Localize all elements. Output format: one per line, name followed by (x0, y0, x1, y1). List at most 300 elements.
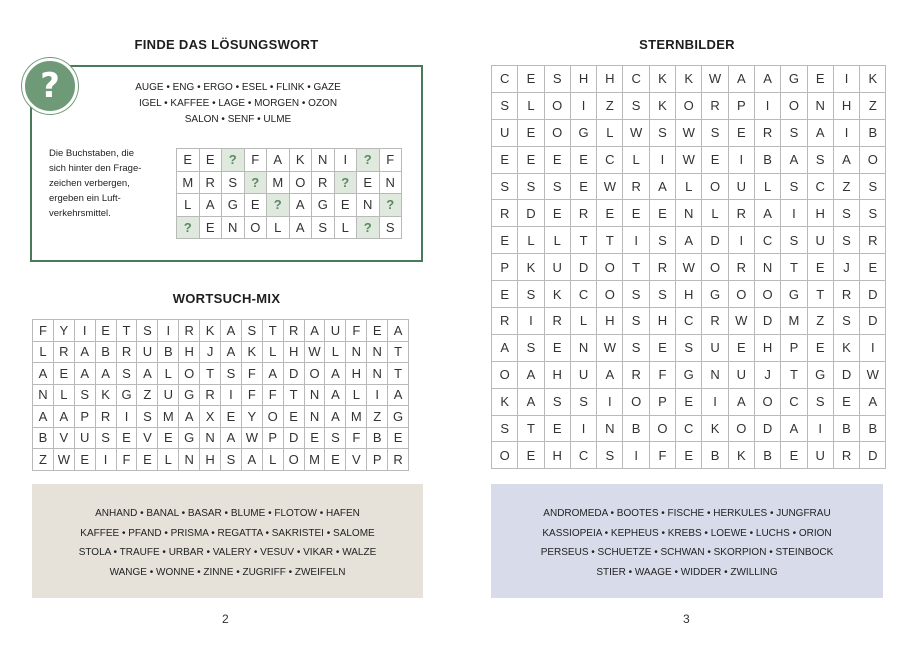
wortsuch-title: WORTSUCH-MIX (172, 291, 281, 306)
grid-cell: M (781, 308, 807, 335)
grid-cell: B (860, 415, 886, 442)
grid-row (33, 384, 409, 406)
grid-cell: B (754, 442, 780, 469)
grid-cell: P (262, 427, 283, 449)
grid-cell: E (199, 149, 222, 172)
grid-cell: K (860, 66, 886, 93)
grid-cell: S (623, 281, 649, 308)
loesungswort-word-list (118, 80, 358, 128)
grid-row (492, 92, 886, 119)
grid-cell: R (116, 341, 137, 363)
grid-cell: A (267, 149, 290, 172)
grid-row (492, 254, 886, 281)
grid-row (492, 308, 886, 335)
grid-cell: X (200, 406, 221, 428)
grid-cell: S (221, 449, 242, 471)
grid-cell: G (388, 406, 409, 428)
grid-cell: K (676, 66, 702, 93)
grid-cell: A (74, 363, 95, 385)
sternbilder-title: STERNBILDER (639, 37, 735, 52)
grid-cell: S (597, 442, 623, 469)
grid-cell: D (860, 442, 886, 469)
grid-cell: S (492, 173, 518, 200)
grid-cell: O (781, 92, 807, 119)
instruction-line: ergeben ein Luft- (49, 193, 121, 204)
loesungswort-title: FINDE DAS LÖSUNGSWORT (134, 37, 319, 52)
grid-cell: S (492, 92, 518, 119)
grid-cell: N (676, 200, 702, 227)
grid-cell: A (676, 227, 702, 254)
loesungswort-grid (176, 148, 402, 239)
grid-cell: E (570, 146, 596, 173)
grid-cell: ? (357, 149, 380, 172)
word-list-line: SALON • SENF • ULME (184, 114, 292, 125)
grid-cell: C (492, 66, 518, 93)
grid-cell: A (781, 415, 807, 442)
grid-cell: E (597, 200, 623, 227)
grid-cell: E (492, 281, 518, 308)
grid-cell: W (241, 427, 262, 449)
grid-row (492, 66, 886, 93)
grid-cell: E (244, 194, 267, 217)
grid-cell: S (74, 384, 95, 406)
grid-cell: A (388, 320, 409, 342)
grid-cell: A (221, 427, 242, 449)
grid-cell: P (492, 254, 518, 281)
grid-cell: L (262, 341, 283, 363)
grid-cell: R (179, 320, 200, 342)
grid-cell: L (518, 227, 544, 254)
grid-cell: S (649, 119, 675, 146)
grid-cell: S (241, 320, 262, 342)
grid-cell: A (754, 200, 780, 227)
grid-cell: S (649, 227, 675, 254)
grid-cell: M (158, 406, 179, 428)
grid-cell: L (53, 384, 74, 406)
grid-cell: T (623, 254, 649, 281)
grid-cell: T (807, 281, 833, 308)
grid-cell: E (283, 406, 304, 428)
grid-cell: F (262, 384, 283, 406)
grid-cell: G (116, 384, 137, 406)
word-list-line: IGEL • KAFFEE • LAGE • MORGEN • OZON (138, 98, 338, 109)
grid-row (33, 427, 409, 449)
grid-cell: E (860, 254, 886, 281)
grid-row (492, 119, 886, 146)
grid-cell: I (221, 384, 242, 406)
grid-cell: O (728, 281, 754, 308)
grid-cell: R (702, 308, 728, 335)
grid-cell: C (781, 388, 807, 415)
grid-cell: T (781, 361, 807, 388)
grid-cell: N (346, 341, 367, 363)
grid-cell: T (597, 227, 623, 254)
grid-cell: I (833, 119, 859, 146)
grid-cell: P (781, 334, 807, 361)
grid-cell: C (623, 66, 649, 93)
grid-cell: I (116, 406, 137, 428)
grid-cell: I (728, 227, 754, 254)
grid-cell: K (728, 442, 754, 469)
grid-cell: S (833, 227, 859, 254)
grid-cell: A (518, 388, 544, 415)
grid-cell: R (570, 200, 596, 227)
grid-cell: A (325, 384, 346, 406)
grid-cell: N (33, 384, 54, 406)
sternbilder-word-box (491, 484, 883, 598)
grid-cell: E (781, 442, 807, 469)
grid-cell: S (570, 388, 596, 415)
grid-row (33, 449, 409, 471)
grid-cell: L (518, 92, 544, 119)
grid-cell: N (304, 384, 325, 406)
grid-cell: V (53, 427, 74, 449)
grid-cell: O (649, 415, 675, 442)
grid-cell: ? (177, 216, 200, 239)
grid-cell: W (623, 119, 649, 146)
grid-cell: G (781, 281, 807, 308)
grid-cell: U (702, 334, 728, 361)
grid-cell: H (597, 66, 623, 93)
grid-cell: A (199, 194, 222, 217)
grid-cell: E (325, 449, 346, 471)
instruction-line: zeichen verbergen, (49, 178, 130, 189)
grid-cell: O (702, 254, 728, 281)
grid-cell: I (649, 146, 675, 173)
grid-cell: S (833, 308, 859, 335)
grid-cell: N (357, 194, 380, 217)
grid-cell: A (95, 363, 116, 385)
grid-cell: U (158, 384, 179, 406)
grid-cell: A (137, 363, 158, 385)
grid-cell: S (623, 92, 649, 119)
grid-row (492, 388, 886, 415)
grid-cell: H (544, 442, 570, 469)
grid-row (33, 363, 409, 385)
grid-cell: E (518, 442, 544, 469)
grid-cell: E (304, 427, 325, 449)
grid-cell: A (807, 119, 833, 146)
grid-cell: S (312, 216, 335, 239)
grid-cell: M (177, 171, 200, 194)
grid-cell: F (649, 361, 675, 388)
grid-cell: A (289, 194, 312, 217)
grid-cell: I (860, 334, 886, 361)
grid-cell: B (754, 146, 780, 173)
grid-cell: U (325, 320, 346, 342)
grid-row (33, 320, 409, 342)
grid-cell: E (137, 449, 158, 471)
grid-cell: I (702, 388, 728, 415)
grid-cell: D (518, 200, 544, 227)
grid-cell: A (597, 361, 623, 388)
grid-cell: E (544, 146, 570, 173)
grid-cell: I (754, 92, 780, 119)
grid-cell: I (570, 92, 596, 119)
grid-cell: C (754, 227, 780, 254)
grid-cell: M (346, 406, 367, 428)
wortsuch-grid (32, 319, 409, 471)
grid-cell: G (179, 427, 200, 449)
grid-cell: G (702, 281, 728, 308)
grid-cell: L (267, 216, 290, 239)
grid-cell: E (367, 320, 388, 342)
grid-cell: N (597, 415, 623, 442)
grid-cell: O (702, 173, 728, 200)
grid-cell: P (649, 388, 675, 415)
grid-cell: S (781, 173, 807, 200)
grid-cell: R (492, 200, 518, 227)
grid-cell: A (728, 66, 754, 93)
grid-cell: U (137, 341, 158, 363)
grid-cell: B (623, 415, 649, 442)
grid-cell: T (388, 363, 409, 385)
grid-cell: E (649, 200, 675, 227)
grid-cell: G (179, 384, 200, 406)
grid-cell: S (325, 427, 346, 449)
grid-cell: S (379, 216, 402, 239)
grid-cell: D (283, 363, 304, 385)
grid-cell: E (676, 388, 702, 415)
grid-cell: A (33, 406, 54, 428)
grid-cell: O (283, 449, 304, 471)
grid-cell: ? (379, 194, 402, 217)
grid-cell: U (728, 361, 754, 388)
grid-cell: E (807, 334, 833, 361)
grid-cell: H (179, 341, 200, 363)
grid-cell: E (95, 320, 116, 342)
grid-cell: B (158, 341, 179, 363)
grid-cell: O (676, 92, 702, 119)
grid-cell: S (544, 388, 570, 415)
grid-cell: E (221, 406, 242, 428)
grid-cell: T (518, 415, 544, 442)
grid-cell: B (367, 427, 388, 449)
grid-cell: N (702, 361, 728, 388)
grid-cell: S (137, 320, 158, 342)
grid-cell: S (860, 173, 886, 200)
grid-cell: N (379, 171, 402, 194)
grid-row (492, 173, 886, 200)
grid-cell: R (95, 406, 116, 428)
word-list-line: KAFFEE • PFAND • PRISMA • REGATTA • SAKRISTEI • SALOME (80, 527, 375, 539)
grid-cell: S (137, 406, 158, 428)
grid-cell: F (116, 449, 137, 471)
grid-cell: U (570, 361, 596, 388)
grid-cell: H (807, 200, 833, 227)
grid-cell: J (200, 341, 221, 363)
grid-cell: D (833, 361, 859, 388)
grid-row (492, 415, 886, 442)
grid-cell: W (702, 66, 728, 93)
grid-cell: G (312, 194, 335, 217)
grid-cell: S (702, 119, 728, 146)
grid-cell: P (728, 92, 754, 119)
grid-cell: F (33, 320, 54, 342)
grid-cell: E (702, 146, 728, 173)
grid-cell: I (74, 320, 95, 342)
grid-row (33, 406, 409, 428)
page-number-left: 2 (222, 612, 229, 626)
grid-cell: T (262, 320, 283, 342)
grid-row (492, 361, 886, 388)
instruction-line: verkehrsmittel. (49, 208, 111, 219)
grid-cell: S (116, 363, 137, 385)
grid-cell: I (597, 388, 623, 415)
grid-cell: O (179, 363, 200, 385)
grid-cell: A (289, 216, 312, 239)
grid-cell: A (33, 363, 54, 385)
grid-cell: A (53, 406, 74, 428)
loesungswort-instruction (49, 146, 167, 221)
grid-cell: U (807, 227, 833, 254)
grid-cell: E (177, 149, 200, 172)
grid-cell: S (860, 200, 886, 227)
grid-cell: L (623, 146, 649, 173)
grid-cell: S (492, 415, 518, 442)
grid-cell: H (676, 281, 702, 308)
grid-row (492, 200, 886, 227)
grid-cell: K (649, 66, 675, 93)
grid-cell: N (570, 334, 596, 361)
grid-cell: Z (833, 173, 859, 200)
grid-row (177, 216, 402, 239)
grid-cell: S (649, 281, 675, 308)
grid-cell: U (544, 254, 570, 281)
grid-cell: B (702, 442, 728, 469)
grid-cell: ? (222, 149, 245, 172)
grid-cell: A (518, 361, 544, 388)
grid-cell: S (544, 66, 570, 93)
grid-cell: E (728, 119, 754, 146)
grid-cell: D (702, 227, 728, 254)
grid-cell: S (544, 173, 570, 200)
grid-cell: I (334, 149, 357, 172)
grid-cell: O (492, 442, 518, 469)
grid-cell: E (53, 363, 74, 385)
grid-cell: S (676, 334, 702, 361)
grid-cell: N (222, 216, 245, 239)
grid-cell: R (728, 254, 754, 281)
grid-cell: I (518, 308, 544, 335)
grid-cell: O (262, 406, 283, 428)
grid-cell: T (388, 341, 409, 363)
grid-cell: H (283, 341, 304, 363)
grid-cell: E (570, 173, 596, 200)
grid-cell: L (262, 449, 283, 471)
grid-cell: F (241, 384, 262, 406)
grid-cell: O (860, 146, 886, 173)
grid-cell: E (116, 427, 137, 449)
grid-cell: R (623, 361, 649, 388)
grid-cell: S (781, 119, 807, 146)
grid-cell: ? (244, 171, 267, 194)
grid-cell: G (676, 361, 702, 388)
grid-cell: R (312, 171, 335, 194)
grid-cell: L (702, 200, 728, 227)
grid-cell: I (807, 415, 833, 442)
grid-cell: A (325, 363, 346, 385)
grid-cell: L (33, 341, 54, 363)
grid-cell: Z (367, 406, 388, 428)
grid-cell: A (833, 146, 859, 173)
grid-cell: K (544, 281, 570, 308)
grid-cell: ? (334, 171, 357, 194)
grid-cell: Z (137, 384, 158, 406)
word-list-line: AUGE • ENG • ERGO • ESEL • FLINK • GAZE (135, 82, 341, 93)
grid-cell: S (623, 308, 649, 335)
grid-cell: H (649, 308, 675, 335)
grid-cell: W (597, 334, 623, 361)
grid-cell: S (518, 173, 544, 200)
word-list-line: STOLA • TRAUFE • URBAR • VALERY • VESUV • VIKAR • WALZE (78, 547, 377, 558)
grid-cell: C (807, 173, 833, 200)
grid-cell: E (158, 427, 179, 449)
grid-cell: S (95, 427, 116, 449)
grid-cell: H (597, 308, 623, 335)
grid-cell: D (860, 281, 886, 308)
grid-cell: A (728, 388, 754, 415)
grid-cell: L (570, 308, 596, 335)
grid-cell: ? (357, 216, 380, 239)
grid-cell: K (241, 341, 262, 363)
grid-cell: F (241, 363, 262, 385)
grid-cell: Y (53, 320, 74, 342)
grid-cell: K (702, 415, 728, 442)
grid-cell: A (860, 388, 886, 415)
grid-cell: Z (597, 92, 623, 119)
instruction-line: Die Buchstaben, die (49, 148, 135, 159)
grid-cell: L (754, 173, 780, 200)
grid-cell: D (754, 415, 780, 442)
grid-cell: G (807, 361, 833, 388)
grid-cell: U (807, 442, 833, 469)
grid-cell: A (781, 146, 807, 173)
grid-cell: A (262, 363, 283, 385)
grid-cell: W (676, 254, 702, 281)
word-list-line: PERSEUS • SCHUETZE • SCHWAN • SKORPION • STEINBOCK (540, 547, 834, 558)
grid-row (492, 146, 886, 173)
grid-cell: O (754, 388, 780, 415)
grid-cell: T (570, 227, 596, 254)
grid-cell: E (728, 334, 754, 361)
grid-cell: I (570, 415, 596, 442)
grid-cell: N (179, 449, 200, 471)
grid-cell: A (304, 320, 325, 342)
grid-cell: R (728, 200, 754, 227)
grid-cell: E (518, 146, 544, 173)
grid-cell: I (623, 227, 649, 254)
grid-cell: A (325, 406, 346, 428)
grid-cell: W (676, 146, 702, 173)
grid-cell: Z (807, 308, 833, 335)
grid-cell: L (158, 363, 179, 385)
grid-cell: O (597, 254, 623, 281)
grid-cell: L (158, 449, 179, 471)
grid-cell: L (346, 384, 367, 406)
grid-cell: L (325, 341, 346, 363)
grid-cell: S (781, 227, 807, 254)
grid-cell: A (649, 173, 675, 200)
question-mark-icon: ? (22, 58, 78, 114)
grid-cell: W (860, 361, 886, 388)
grid-cell: R (833, 442, 859, 469)
grid-cell: V (137, 427, 158, 449)
grid-cell: M (267, 171, 290, 194)
grid-row (177, 171, 402, 194)
grid-cell: R (199, 171, 222, 194)
grid-cell: F (379, 149, 402, 172)
